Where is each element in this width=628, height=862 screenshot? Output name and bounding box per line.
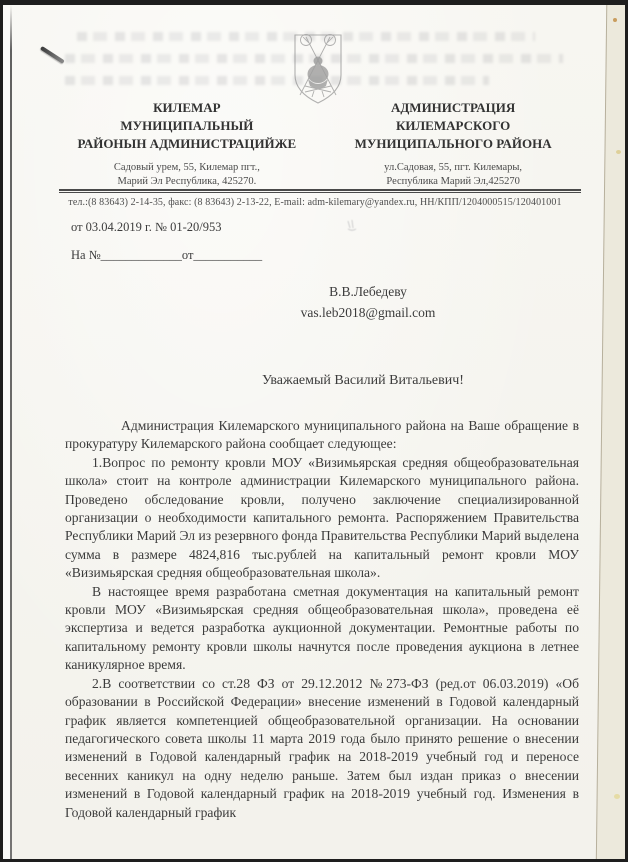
org-address-right-line: ул.Садовая, 55, пгт. Килемары, xyxy=(384,162,523,173)
page-fold-line xyxy=(10,5,12,859)
org-address-left xyxy=(59,161,315,189)
body-paragraph: Администрация Килемарского муниципального района на Ваше обращение в прокуратуру Килемарского района сообщает следующее: xyxy=(65,418,579,452)
bleed-through-artifact xyxy=(65,76,489,85)
body-paragraph: В настоящее время разработана сметная документация на капитальный ремонт кровли МОУ «Визимьярская средняя общеобразовательная школа», проведена её экспертиза и ведется разработка аукционной документации. Ремонтные работы по капитальному ремонту кровли школы начнутся после проведения аукциона в летнее каникулярное время. xyxy=(65,583,579,673)
org-name-right-line: МУНИЦИПАЛЬНОГО РАЙОНА xyxy=(354,136,552,151)
body-paragraph: 1.Вопрос по ремонту кровли МОУ «Визимьярская средняя общеобразовательная школа» стоит на контроле администрации Килемарского муниципального района. Проведено обследование кровли, получено заключение специализированной организации о необходимости капитального ремонта. Распоряжением Правительства Республики Марий Эл из резервного фонда Правительства Республики Марий выделена сумма в размере 4824,816 тыс.рублей на капитальный ремонт кровли МОУ «Визимьярская средняя общеобразовательная школа». xyxy=(65,454,579,581)
org-address-left-line: Марий Эл Республика, 425270. xyxy=(117,176,257,187)
org-name-left xyxy=(59,99,315,189)
recipient-block xyxy=(243,281,493,323)
smudge-mark xyxy=(347,219,357,237)
org-name-right xyxy=(325,99,581,189)
page-edge-strip xyxy=(596,0,628,862)
scanner-margin-left xyxy=(3,5,10,859)
org-address-left-line: Садовый урем, 55, Килемар пгт., xyxy=(113,162,260,173)
org-address-right-line: Республика Марий Эл,425270 xyxy=(386,176,520,187)
salutation: Уважаемый Василий Витальевич! xyxy=(262,373,464,388)
letter-body xyxy=(65,417,579,822)
org-address-right xyxy=(325,161,581,189)
reply-reference-line: На №_____________от___________ xyxy=(71,248,263,262)
org-name-left-line: КИЛЕМАР xyxy=(153,100,221,115)
scan-speck xyxy=(613,18,617,22)
scan-speck xyxy=(616,150,621,154)
scan-speck xyxy=(614,794,620,799)
org-name-left-line: МУНИЦИПАЛЬНЫЙ xyxy=(120,118,254,133)
shield-bird-icon xyxy=(285,29,351,109)
letterhead xyxy=(59,99,581,189)
recipient-name: В.В.Лебедеву xyxy=(329,284,407,299)
contact-line: тел.:(8 83643) 2-14-35, факс: (8 83643) 2-13-22, E-mail: adm-kilemary@yandex.ru, НН/КПП/1204000515/120401001 xyxy=(68,197,562,208)
recipient-email: vas.leb2018@gmail.com xyxy=(300,305,436,320)
org-name-right-line: АДМИНИСТРАЦИЯ xyxy=(390,100,516,115)
org-name-left-line: РАЙОНЫН АДМИНИСТРАЦИЙЖЕ xyxy=(77,136,297,151)
staple-mark xyxy=(40,46,65,64)
body-paragraph: 2.В соответствии со ст.28 ФЗ от 29.12.2012 №273-ФЗ (ред.от 06.03.2019) «Об образовании в Российской Федерации» внесение изменений в Годовой календарный график является компетенцией общеобразовательной организации. На основании педагогического совета школы 11 марта 2019 года было принято решение о внесении изменений в Годовой календарный график на 2018-2019 учебный год и переносе весенних каникул на одну неделю раньше. Затем был издан приказ о внесении изменений в Годовой календарный график на 2018-2019 учебный год. Изменения в Годовой календарный график xyxy=(65,675,579,820)
outgoing-date-number: от 03.04.2019 г. № 01-20/953 xyxy=(71,220,222,234)
org-name-right-line: КИЛЕМАРСКОГО xyxy=(395,118,511,133)
header-divider xyxy=(59,189,581,193)
